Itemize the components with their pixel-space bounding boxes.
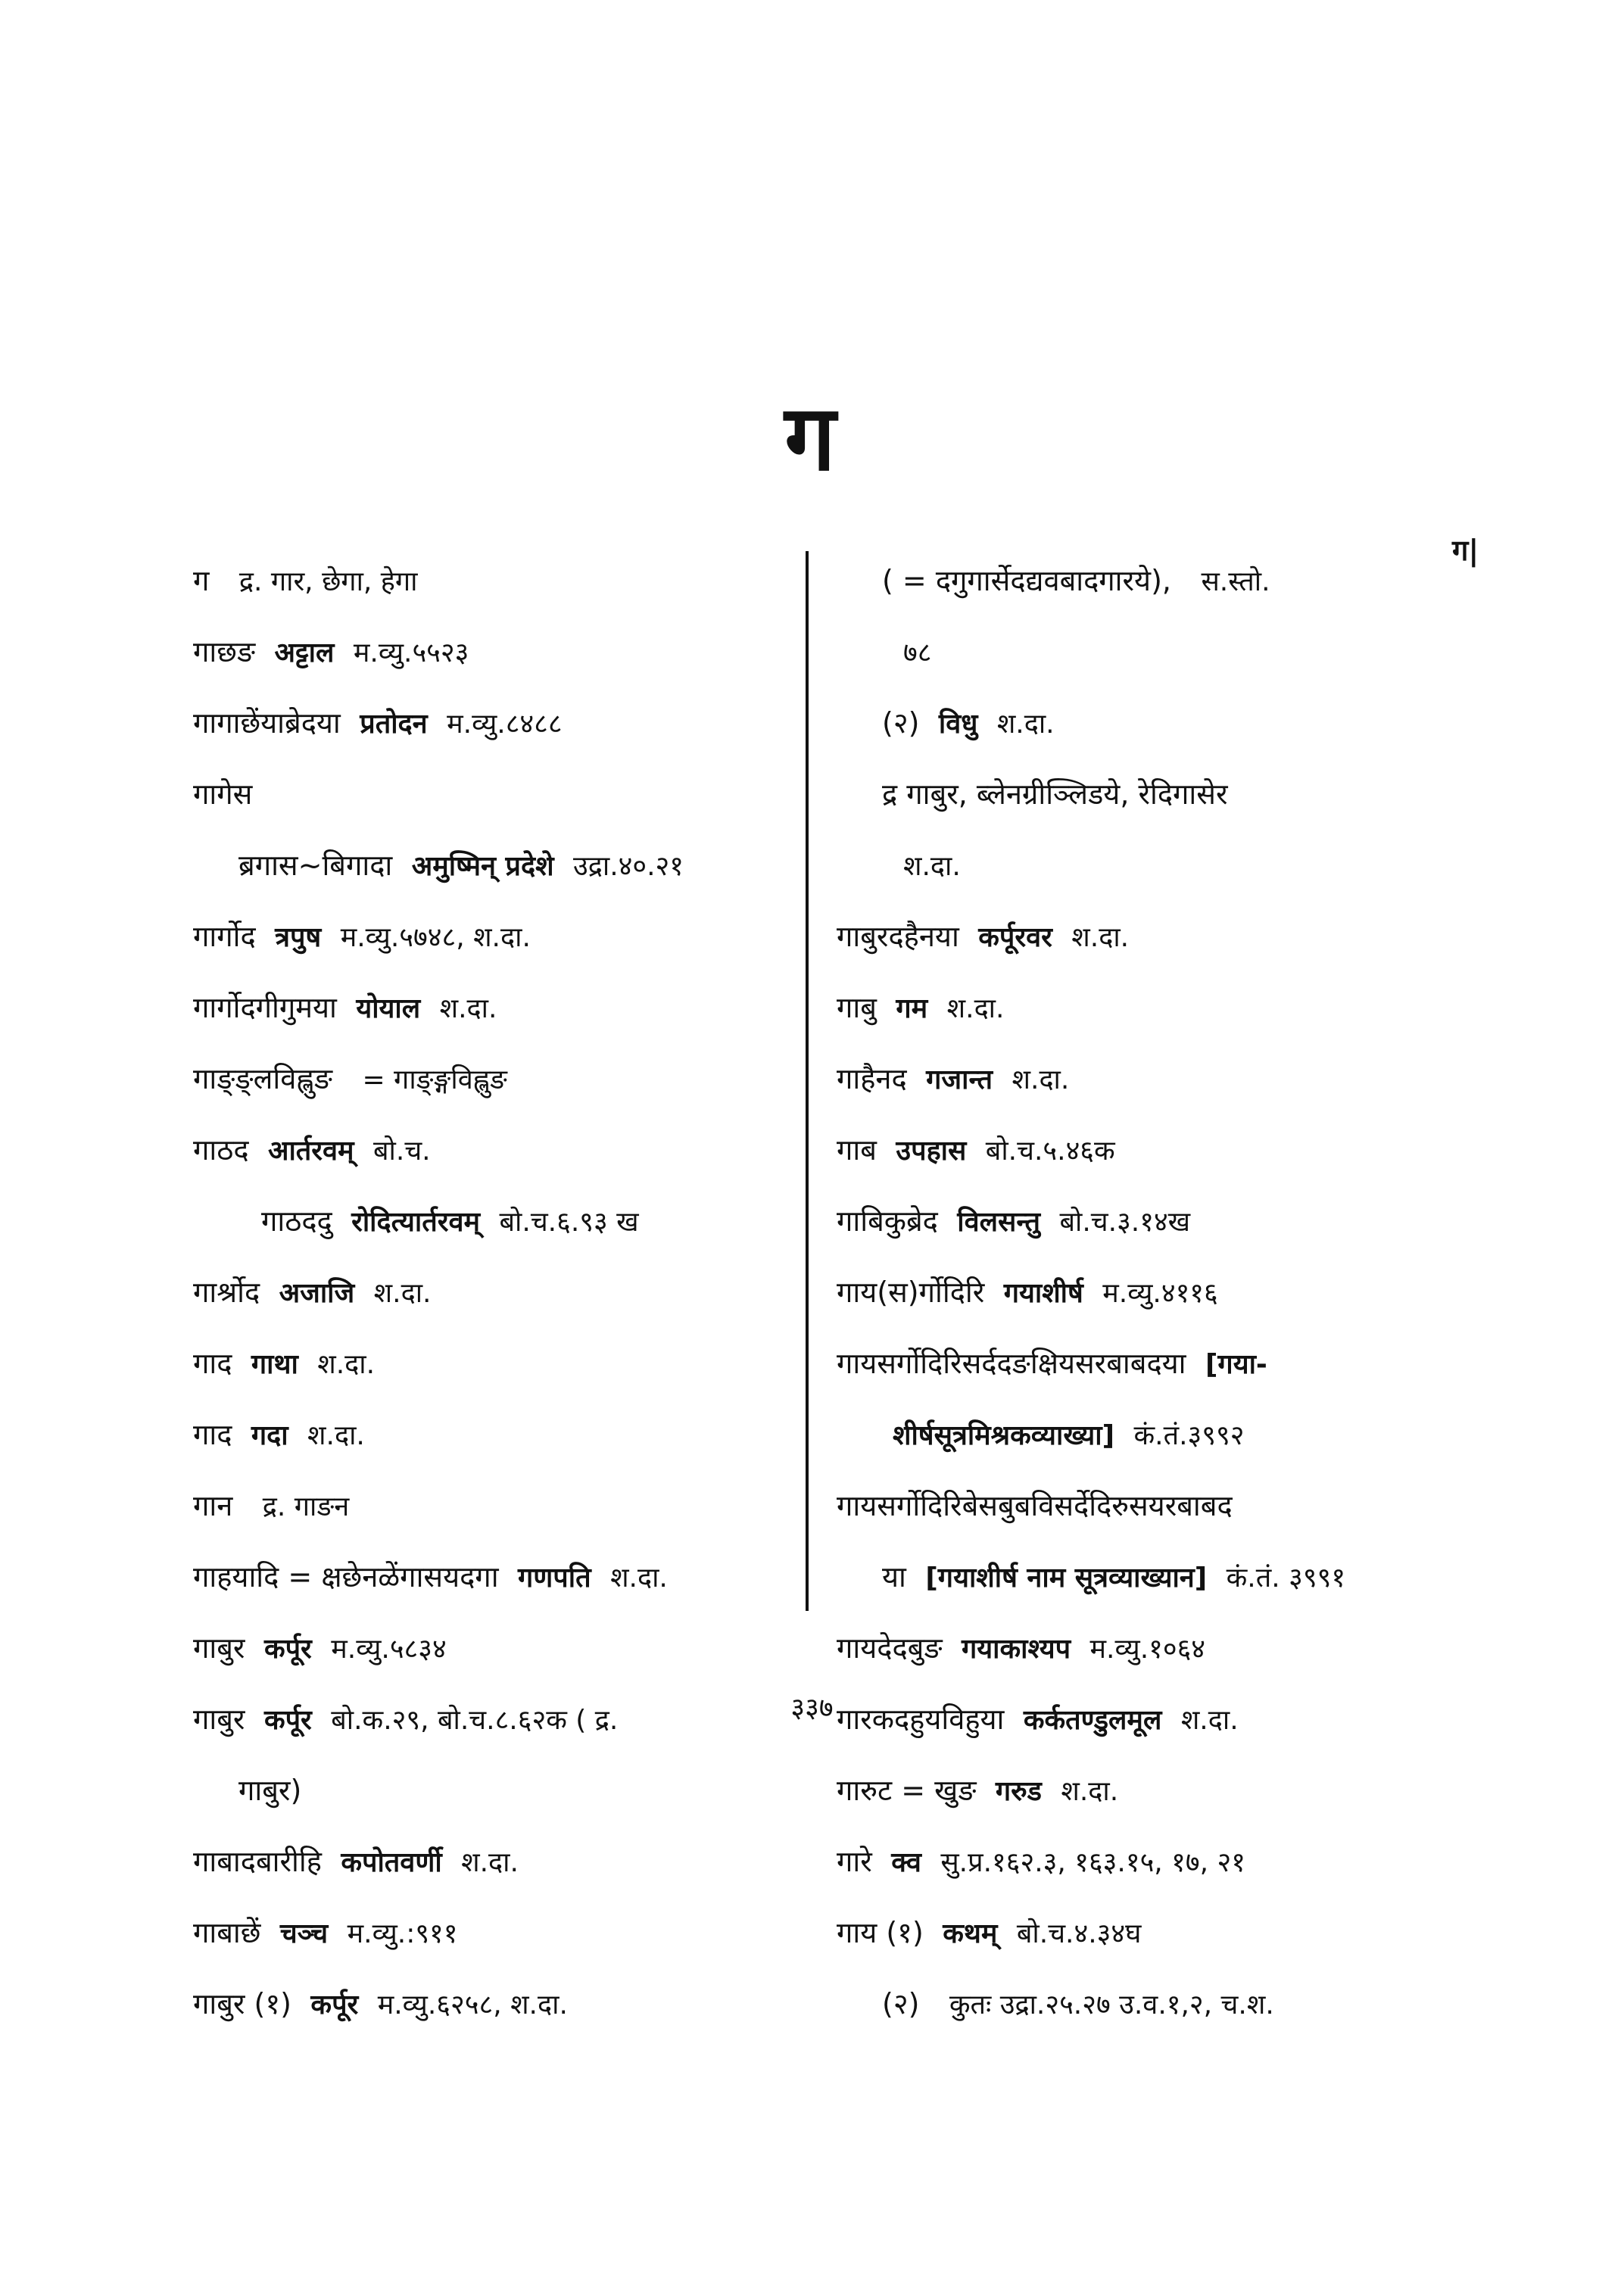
entry-headword: (२) [882, 1987, 920, 2020]
dictionary-entry [193, 1114, 799, 1185]
entry-reference: श.दा. [1011, 1064, 1070, 1095]
entry-reference: म.व्यु.४११६ [1102, 1278, 1218, 1309]
dictionary-entry [193, 1185, 799, 1257]
entry-sanskrit: उपहास [896, 1136, 967, 1167]
dictionary-entry [193, 1541, 799, 1612]
entry-headword: गाय (१) [837, 1916, 924, 1949]
entry-reference: म.व्यु.८४८८ [447, 709, 563, 740]
entry-sanskrit: अमुष्मिन् प्रदेशे [411, 851, 554, 882]
right-column [837, 545, 1457, 2039]
entry-sanskrit: गरुड [995, 1776, 1042, 1807]
entry-headword: गारे [837, 1845, 872, 1878]
entry-reference: म.व्यु.:९११ [347, 1918, 458, 1949]
dictionary-entry [837, 1257, 1457, 1328]
dictionary-entry [837, 972, 1457, 1043]
dictionary-entry [193, 972, 799, 1043]
dictionary-entry [193, 901, 799, 972]
entry-headword: गागाछेंयाब्रेदया [193, 706, 341, 740]
column-divider [806, 551, 809, 1611]
entry-headword: गाद [193, 1418, 232, 1451]
entry-reference: म.व्यु.१०६४ [1089, 1634, 1206, 1665]
dictionary-entry [837, 1541, 1457, 1612]
dictionary-entry [193, 1897, 799, 1968]
entry-headword: गाय(स)र्गोदिरि [837, 1276, 985, 1309]
entry-headword: गायदेदबुङ [837, 1631, 943, 1665]
entry-sanskrit: कर्कतण्डुलमूल [1023, 1705, 1162, 1736]
entry-sanskrit: कर्पूर [310, 1989, 359, 2020]
entry-reference: सु.प्र.१६२.३, १६३.१५, १७, २१ [940, 1847, 1245, 1878]
entry-reference: द्र. गार, छेगा, हेगा [238, 566, 418, 597]
dictionary-entry [193, 1257, 799, 1328]
side-thumb-mark: ग| [1452, 534, 1479, 567]
entry-headword: गाहयादि = क्षछेनळेंगासयदगा [193, 1560, 499, 1594]
entry-sanskrit: विधु [938, 709, 978, 740]
entry-sanskrit: गयाकाश्यप [962, 1634, 1071, 1665]
entry-headword: गाठद [193, 1133, 249, 1167]
entry-sanskrit: चञ्च [279, 1918, 329, 1949]
dictionary-entry [193, 1470, 799, 1541]
entry-sanskrit: गजान्त [926, 1064, 993, 1095]
entry-reference: म.व्यु.५७४८, श.दा. [340, 922, 531, 953]
dictionary-entry [837, 1684, 1457, 1755]
entry-headword: गाद [193, 1347, 232, 1380]
entry-reference: म.व्यु.६२५८, श.दा. [377, 1989, 568, 2020]
dictionary-entry [193, 616, 799, 687]
entry-sanskrit: गम [896, 993, 928, 1024]
entry-reference: श.दा. [996, 709, 1055, 740]
entry-headword: गारकदहुयविहुया [837, 1703, 1005, 1736]
entry-headword: गार्गोदगीगुमया [193, 991, 337, 1024]
entry-reference: कं.तं. ३९९१ [1226, 1562, 1346, 1594]
dictionary-entry [837, 1826, 1457, 1897]
dictionary-entry [837, 1399, 1457, 1470]
entry-sanskrit: योयाल [356, 993, 421, 1024]
entry-reference: श.दा. [373, 1278, 432, 1309]
page-section-letter: ग [784, 386, 836, 491]
entry-headword: गागेस [193, 777, 253, 811]
entry-sanskrit: प्रतोदन [360, 709, 428, 740]
entry-reference: बो.च.३.१४ख [1059, 1207, 1191, 1238]
dictionary-entry [193, 1826, 799, 1897]
entry-headword: गाछङ [193, 635, 256, 668]
entry-sanskrit: गाथा [251, 1349, 298, 1380]
entry-sanskrit: [गयाशीर्ष नाम सूत्रव्याख्यान] [925, 1562, 1208, 1594]
entry-sanskrit: क्व [891, 1847, 921, 1878]
dictionary-entry [193, 687, 799, 759]
page-number: ३३७ [790, 1693, 834, 1724]
entry-sanskrit: [गया- [1205, 1349, 1267, 1380]
entry-headword: या [882, 1560, 906, 1594]
entry-reference: श.दा. [461, 1847, 519, 1878]
dictionary-entry [193, 1328, 799, 1399]
entry-sanskrit: विलसन्तु [957, 1207, 1040, 1238]
entry-sanskrit: आर्तरवम् [267, 1136, 354, 1167]
dictionary-entry [837, 830, 1457, 901]
dictionary-entry [837, 1755, 1457, 1826]
entry-sanskrit: कथम् [943, 1918, 998, 1949]
entry-headword: गार्गोद [193, 920, 256, 953]
entry-headword: गायसर्गोदिरिसर्ददङक्षियसरबाबदया [837, 1347, 1186, 1380]
entry-reference: ७८ [903, 637, 932, 668]
entry-headword: गाबुर (१) [193, 1987, 291, 2020]
entry-headword: गारुट = खुङ [837, 1774, 977, 1807]
entry-headword: गाब [837, 1133, 877, 1167]
entry-headword: गाबुर) [238, 1774, 302, 1807]
dictionary-entry [837, 1470, 1457, 1541]
dictionary-entry [837, 1114, 1457, 1185]
entry-headword: गाबुरदहैनया [837, 920, 959, 953]
entry-headword: गाबाछें [193, 1916, 261, 1949]
entry-sanskrit: शीर्षसूत्रमिश्रकव्याख्या] [893, 1420, 1115, 1451]
entry-headword: ग [193, 564, 210, 597]
entry-reference: कं.तं.३९९२ [1133, 1420, 1245, 1451]
entry-reference: श.दा. [1071, 922, 1130, 953]
dictionary-entry [837, 545, 1457, 616]
dictionary-entry [837, 1968, 1457, 2039]
entry-sanskrit: गदा [251, 1420, 288, 1451]
entry-reference: म.व्यु.५५२३ [353, 637, 469, 668]
dictionary-entry [837, 687, 1457, 759]
dictionary-entry [193, 1755, 799, 1826]
dictionary-entry [837, 901, 1457, 972]
entry-headword: गाबुर [193, 1631, 245, 1665]
entry-headword: गाबु [837, 991, 877, 1024]
entry-reference: श.दा. [439, 993, 497, 1024]
left-column [193, 545, 799, 2039]
entry-headword: गाबिकुब्रेद [837, 1204, 938, 1238]
dictionary-entry [193, 1968, 799, 2039]
entry-reference: बो.च.४.३४घ [1016, 1918, 1142, 1949]
entry-reference: श.दा. [903, 851, 961, 882]
entry-sanskrit: त्रपुष [275, 922, 322, 953]
entry-headword: (२) [882, 706, 920, 740]
entry-headword: गाबादबारीहि [193, 1845, 322, 1878]
entry-headword: ब्रगास~बिगादा [238, 849, 393, 882]
entry-reference: म.व्यु.५८३४ [331, 1634, 447, 1665]
dictionary-entry [837, 1043, 1457, 1114]
dictionary-entry [837, 1328, 1457, 1399]
entry-reference: बो.च. [373, 1136, 431, 1167]
entry-reference: श.दा. [1061, 1776, 1119, 1807]
entry-reference: उद्रा.४०.२१ [573, 851, 684, 882]
entry-reference: श.दा. [946, 993, 1005, 1024]
dictionary-entry [193, 1684, 799, 1755]
dictionary-entry [193, 759, 799, 830]
entry-headword: गाठददु [261, 1204, 332, 1238]
dictionary-entry [837, 759, 1457, 830]
dictionary-entry [193, 1399, 799, 1470]
entry-sanskrit: गयाशीर्ष [1003, 1278, 1083, 1309]
entry-headword: गार्श्रोद [193, 1276, 260, 1309]
entry-sanskrit: गणपति [518, 1562, 591, 1594]
entry-reference: श.दा. [610, 1562, 668, 1594]
entry-sanskrit: अट्टाल [274, 637, 335, 668]
entry-reference: स.स्तो. [1201, 566, 1270, 597]
entry-reference: श.दा. [317, 1349, 376, 1380]
entry-sanskrit: कर्पूरवर [978, 922, 1052, 953]
dictionary-entry [193, 1043, 799, 1114]
entry-reference: बो.च.६.९३ ख [499, 1207, 639, 1238]
entry-headword: गाहैनद [837, 1062, 907, 1095]
entry-sanskrit: रोदित्यार्तरवम् [351, 1207, 481, 1238]
entry-sanskrit: कर्पूर [263, 1634, 312, 1665]
entry-reference: द्र. गाङन [262, 1491, 350, 1522]
entry-reference: कुतः उद्रा.२५.२७ उ.व.१,२, च.श. [949, 1989, 1274, 2020]
dictionary-entry [837, 1185, 1457, 1257]
entry-headword: गाबुर [193, 1703, 245, 1736]
entry-sanskrit: अजाजि [279, 1278, 355, 1309]
entry-reference: श.दा. [1180, 1705, 1239, 1736]
dictionary-entry [193, 545, 799, 616]
entry-sanskrit: कपोतवर्णी [341, 1847, 442, 1878]
entry-headword: गाङ्ङ्लविह्लुङ [193, 1062, 332, 1095]
entry-headword: गायसर्गोदिरिबेसबुबविसर्देदिरुसयरबाबद [837, 1489, 1233, 1522]
entry-reference: = गाङ्ङ्गविह्लुङ [362, 1064, 507, 1095]
dictionary-entry [193, 1612, 799, 1684]
entry-headword: गान [193, 1489, 233, 1522]
dictionary-entry [837, 616, 1457, 687]
entry-reference: बो.क.२९, बो.च.८.६२क ( द्र. [331, 1705, 619, 1736]
dictionary-entry [193, 830, 799, 901]
entry-headword: द्र गाबुर, ब्लेनग्रीञ्लिडये, रेदिगासेर [882, 777, 1228, 811]
entry-headword: ( = दगुगार्सेदद्यवबादगारये), [882, 564, 1172, 597]
entry-sanskrit: कर्पूर [263, 1705, 312, 1736]
entry-reference: बो.च.५.४६क [985, 1136, 1115, 1167]
dictionary-entry [837, 1612, 1457, 1684]
entry-reference: श.दा. [307, 1420, 365, 1451]
dictionary-entry [837, 1897, 1457, 1968]
